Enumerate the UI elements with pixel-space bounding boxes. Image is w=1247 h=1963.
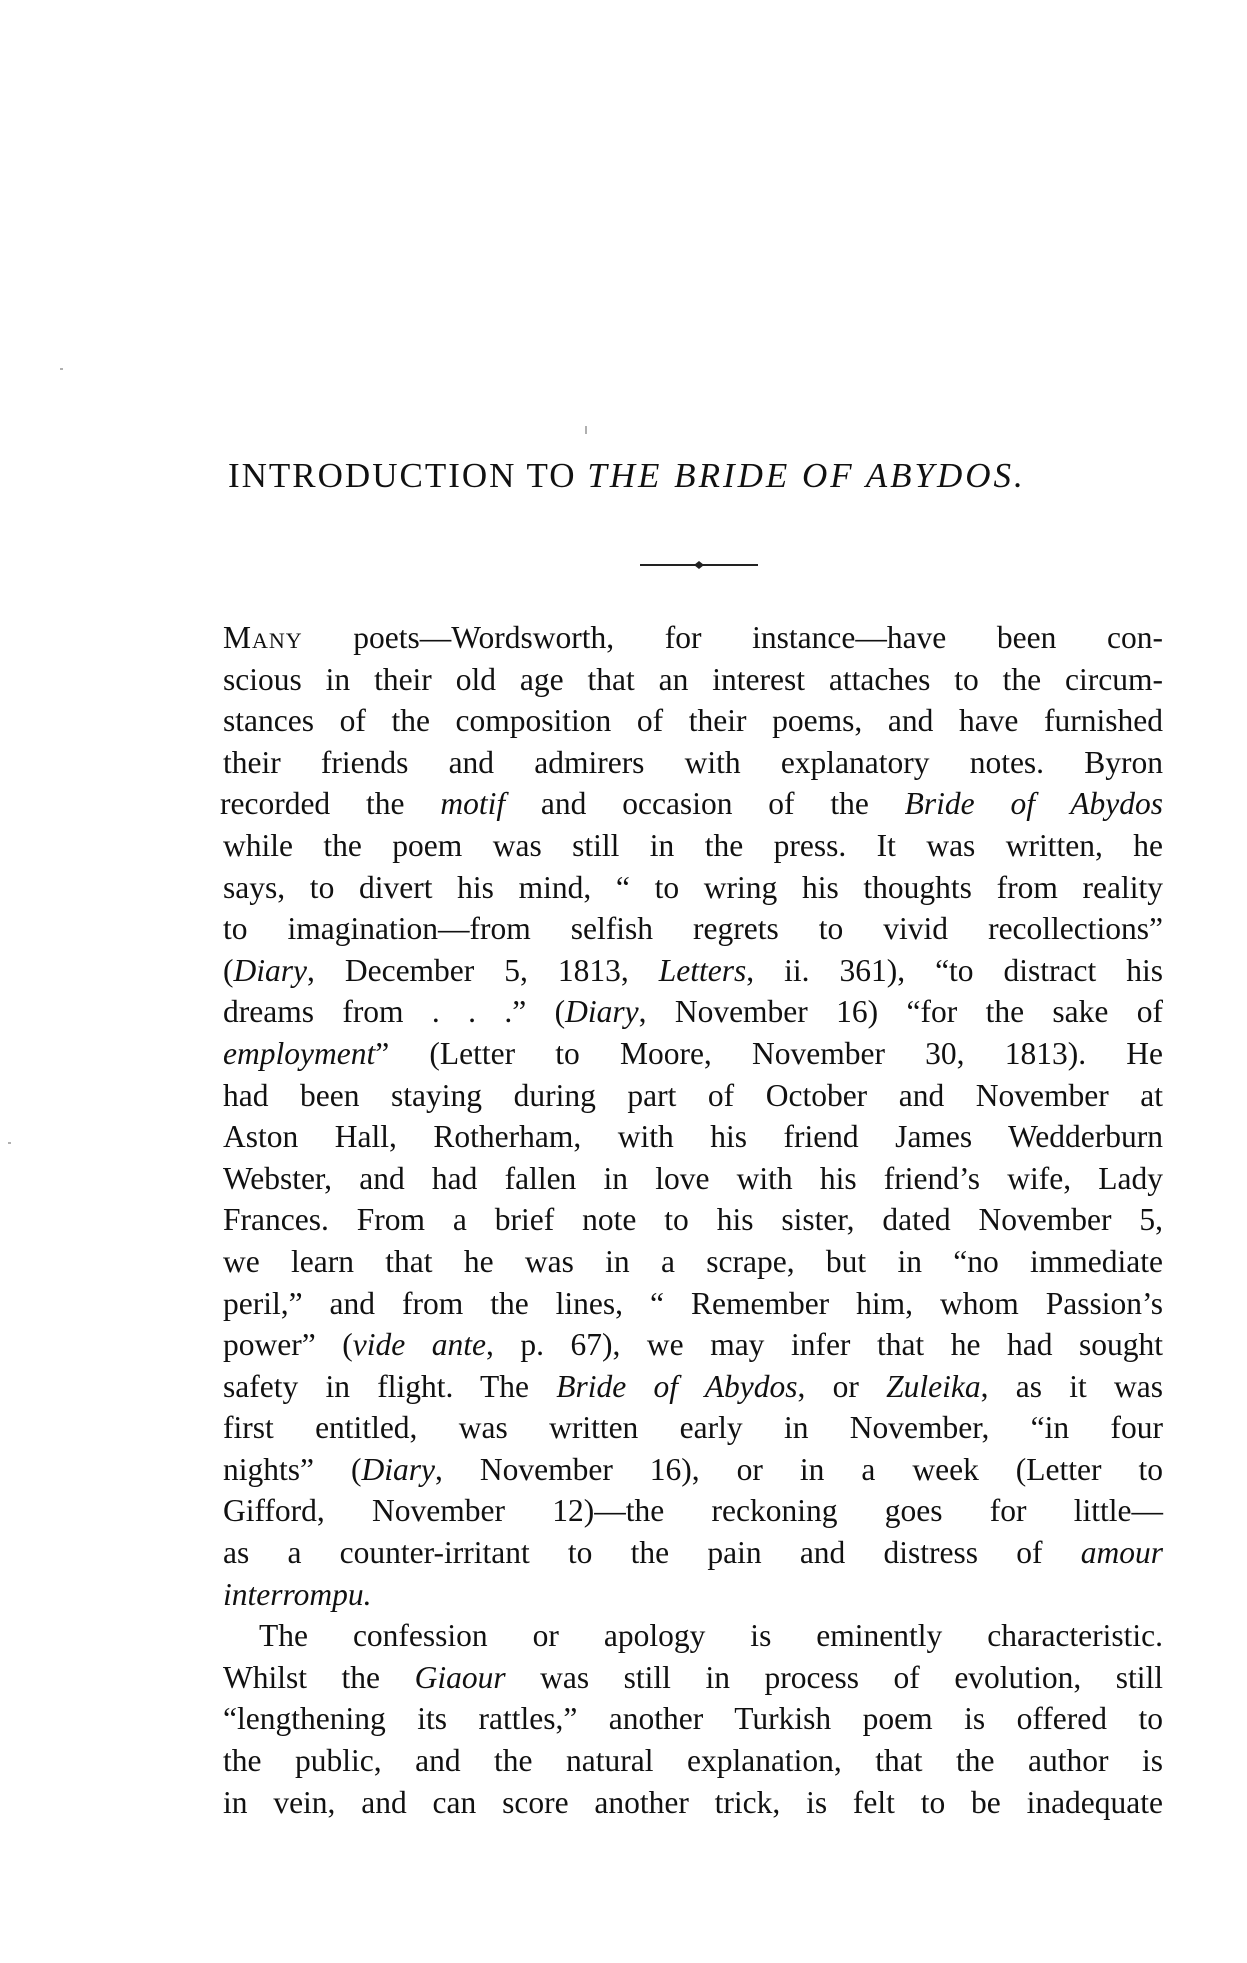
- text-run: , November 16), or in a week (Letter to: [434, 1451, 1163, 1487]
- text-line: [223, 908, 1163, 950]
- text-line: [223, 742, 1163, 784]
- text-line: [223, 1324, 1163, 1366]
- text-line: [223, 1449, 1163, 1491]
- text-line: [223, 1532, 1163, 1574]
- italic-run: Diary: [565, 994, 639, 1030]
- italic-run: Diary: [233, 952, 307, 988]
- text-run: , or: [797, 1368, 887, 1404]
- text-run: we learn that he was in a scrape, but in “no immediate: [223, 1243, 1163, 1279]
- text-run: in vein, and can score another trick, is felt to be inadequate: [223, 1784, 1163, 1820]
- text-line: [223, 1574, 1163, 1616]
- text-line: [223, 825, 1163, 867]
- body-text: [220, 617, 1164, 1823]
- text-line: [223, 950, 1163, 992]
- text-line: [223, 1199, 1163, 1241]
- text-line: [223, 1075, 1163, 1117]
- italic-run: motif: [440, 786, 506, 822]
- text-run: , December 5, 1813,: [307, 952, 659, 988]
- text-line: [223, 1615, 1163, 1657]
- text-run: peril,” and from the lines, “ Remember him, whom Passion’s: [223, 1285, 1163, 1321]
- text-run: , p. 67), we may infer that he had sought: [485, 1327, 1163, 1363]
- text-run: (: [223, 952, 234, 988]
- text-line: [223, 1033, 1163, 1075]
- text-line: [223, 1366, 1163, 1408]
- text-run: first entitled, was written early in November, “in four: [223, 1410, 1163, 1446]
- italic-run: Bride of Abydos: [904, 786, 1163, 822]
- text-run: safety in flight. The: [223, 1368, 557, 1404]
- margin-dot: [60, 368, 63, 370]
- text-run: poets—Wordsworth, for instance—have been con-: [302, 620, 1163, 655]
- italic-run: Zuleika: [886, 1368, 981, 1404]
- text-line: [223, 617, 1163, 659]
- text-run: dreams from . . .” (: [223, 994, 566, 1030]
- text-run: Many: [223, 620, 303, 655]
- text-line: [223, 1407, 1163, 1449]
- text-run: , as it was: [980, 1368, 1163, 1404]
- heading-title: THE BRIDE OF ABYDOS.: [587, 456, 1026, 495]
- text-run: “lengthening its rattles,” another Turkish poem is offered to: [223, 1701, 1163, 1737]
- heading-prefix: INTRODUCTION TO: [228, 456, 588, 495]
- text-run: scious in their old age that an interest attaches to the circum-: [223, 661, 1163, 697]
- italic-run: Letters: [658, 952, 747, 988]
- divider-ornament: [640, 560, 758, 570]
- text-run: recorded the: [220, 786, 441, 822]
- text-line: [223, 1782, 1163, 1824]
- text-line: [223, 1241, 1163, 1283]
- text-run: while the poem was still in the press. It was written, he: [223, 827, 1163, 863]
- text-line: [223, 1116, 1163, 1158]
- italic-run: vide ante: [352, 1327, 486, 1363]
- text-run: their friends and admirers with explanatory notes. Byron: [223, 744, 1163, 780]
- text-line: [223, 991, 1163, 1033]
- italic-run: employment: [223, 1035, 376, 1071]
- italic-run: Bride of Abydos: [556, 1368, 798, 1404]
- margin-dot: [8, 1142, 11, 1144]
- text-run: ” (Letter to Moore, November 30, 1813). He: [375, 1035, 1163, 1071]
- text-run: says, to divert his mind, “ to wring his thoughts from reality: [223, 869, 1163, 905]
- text-line: [223, 700, 1163, 742]
- italic-run: interrompu.: [223, 1576, 372, 1612]
- text-line: [223, 1158, 1163, 1200]
- text-run: stances of the composition of their poems, and have furnished: [223, 703, 1163, 739]
- text-run: Webster, and had fallen in love with his friend’s wife, Lady: [223, 1160, 1163, 1196]
- stray-mark: [585, 426, 587, 434]
- text-run: , November 16) “for the sake of: [638, 994, 1163, 1030]
- text-run: Aston Hall, Rotherham, with his friend James Wedderburn: [223, 1119, 1163, 1155]
- text-line: [223, 1740, 1163, 1782]
- text-run: and occasion of the: [505, 786, 905, 822]
- text-run: Gifford, November 12)—the reckoning goes for little—: [223, 1493, 1163, 1529]
- text-line: [223, 867, 1163, 909]
- text-run: power” (: [223, 1327, 353, 1363]
- text-line: [223, 659, 1163, 701]
- italic-run: Diary: [361, 1451, 435, 1487]
- italic-run: Giaour: [414, 1659, 506, 1695]
- text-line: [220, 783, 1163, 825]
- text-line: [223, 1490, 1163, 1532]
- text-run: was still in process of evolution, still: [505, 1659, 1164, 1695]
- text-line: [223, 1283, 1163, 1325]
- text-line: [223, 1657, 1163, 1699]
- text-run: had been staying during part of October and November at: [223, 1077, 1163, 1113]
- text-run: as a counter-irritant to the pain and distress of: [223, 1535, 1081, 1571]
- text-run: The confession or apology is eminently characteristic.: [259, 1618, 1163, 1654]
- text-run: , ii. 361), “to distract his: [746, 952, 1163, 988]
- text-run: nights” (: [223, 1451, 362, 1487]
- text-run: Frances. From a brief note to his sister, dated November 5,: [223, 1202, 1163, 1238]
- text-run: Whilst the: [223, 1659, 415, 1695]
- text-run: the public, and the natural explanation, that the author is: [223, 1743, 1163, 1779]
- italic-run: amour: [1080, 1535, 1163, 1571]
- chapter-heading: [228, 456, 1188, 496]
- text-line: [223, 1698, 1163, 1740]
- text-run: to imagination—from selfish regrets to vivid recollections”: [223, 911, 1163, 947]
